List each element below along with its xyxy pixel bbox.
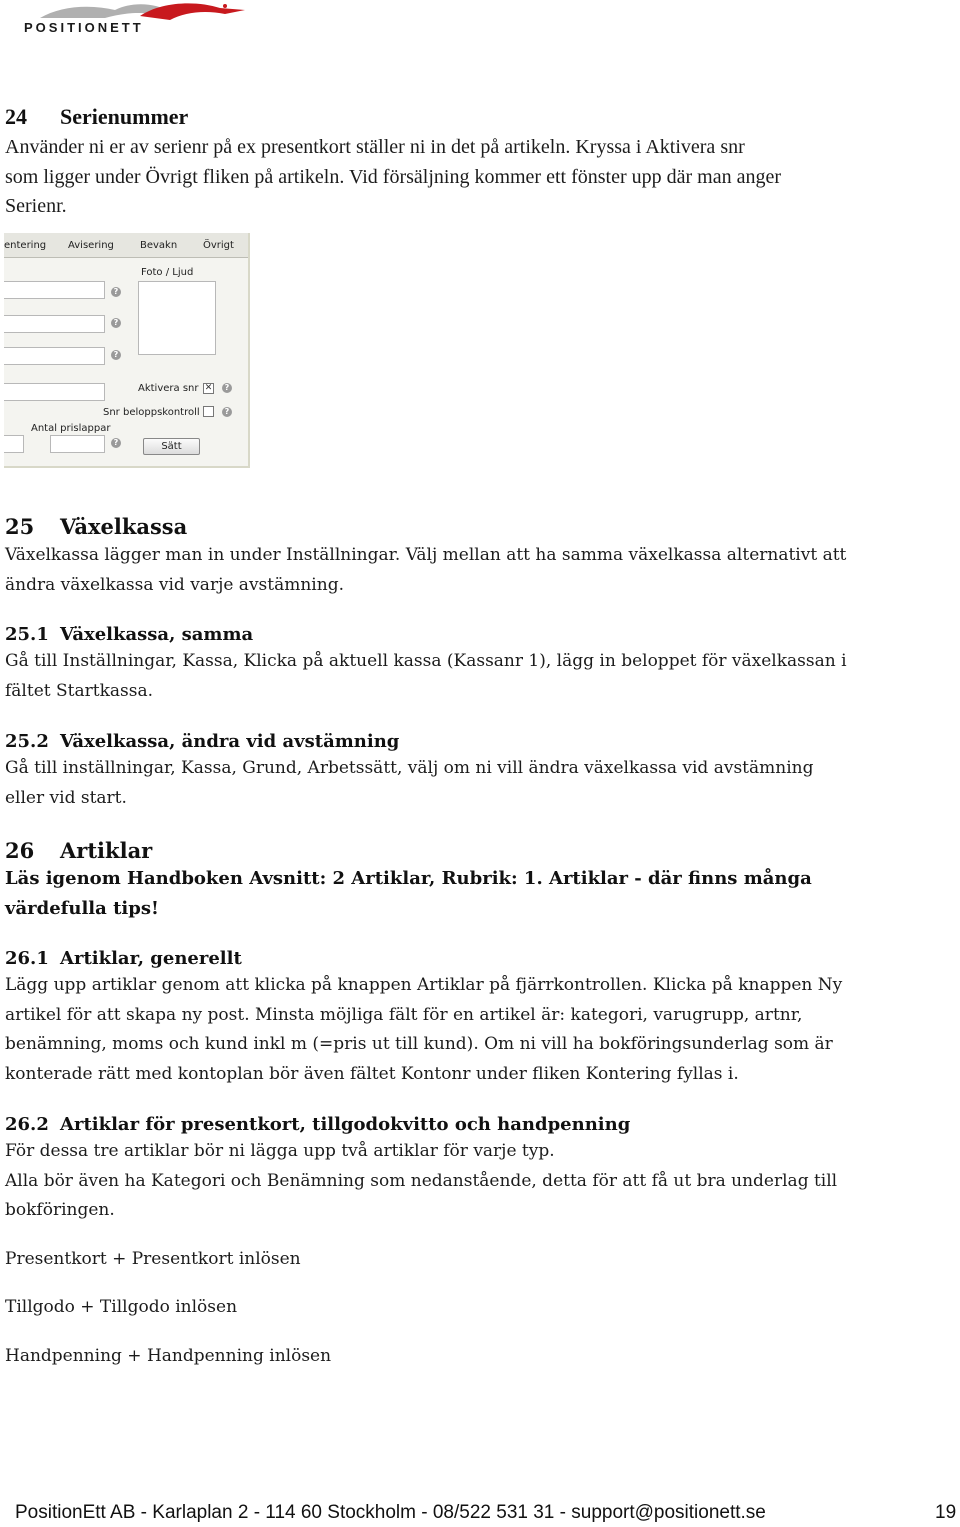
foto-ljud-label: Foto / Ljud [141,267,194,278]
paragraph-line: Gå till inställningar, Kassa, Grund, Arbetssätt, välj om ni vill ändra växelkassa vid avstämning [5,758,814,778]
list-item: Handpenning + Handpenning inlösen [5,1345,332,1366]
section-title: Artiklar för presentkort, tillgodokvitto och handpenning [60,1114,631,1135]
help-icon: ? [111,318,121,328]
list-item: Tillgodo + Tillgodo inlösen [5,1297,238,1317]
antal-prislappar-label: Antal prislappar [31,423,111,434]
list-item: Presentkort + Presentkort inlösen [5,1248,301,1269]
prislappar-field [50,435,105,453]
satt-button: Sätt [143,438,200,455]
text-field [4,315,105,333]
text-field [4,435,24,453]
section-title: Serienummer [60,104,189,129]
section-number: 26 [5,838,35,863]
section-number: 24 [5,104,27,129]
paragraph-line: Använder ni er av serienr på ex presentkort ställer ni in det på artikeln. Kryssa i Aktivera snr [5,136,745,158]
tab-avisering: Avisering [68,240,114,251]
section-number: 25.1 [5,624,49,645]
section-title: Växelkassa, samma [60,624,254,645]
section-25-1 [5,624,905,706]
bold-paragraph-line: värdefulla tips! [5,897,159,919]
section-heading [5,514,905,539]
page-footer [15,1502,960,1524]
section-25-2 [5,731,905,813]
paragraph-line: Alla bör även ha Kategori och Benämning som nedanstående, detta för att få ut bra underlag till [5,1170,838,1191]
paragraph-line: För dessa tre artiklar bör ni lägga upp två artiklar för varje typ. [5,1141,555,1161]
help-icon: ? [222,383,232,393]
help-icon: ? [111,350,121,360]
tab-bevakn: Bevakn [140,240,178,251]
section-25 [5,514,905,600]
paragraph-line: fältet Startkassa. [5,680,153,701]
section-26-2 [5,1114,905,1371]
tab-kontering: entering [4,240,47,251]
section-26 [5,838,905,923]
section-heading [5,104,905,130]
aktivera-snr-checkbox: ✕ [204,383,213,393]
photo-box [138,281,216,355]
article-settings-screenshot [4,233,250,468]
help-icon: ? [111,438,121,448]
bold-paragraph-line: Läs igenom Handboken Avsnitt: 2 Artiklar, Rubrik: 1. Artiklar - där finns många [5,868,812,889]
paragraph-line: ändra växelkassa vid varje avstämning. [5,574,344,595]
text-field [4,281,105,299]
section-title: Växelkassa, ändra vid avstämning [60,731,400,752]
section-26-1 [5,948,905,1089]
paragraph-line: artikel för att skapa ny post. Minsta möjliga fält för en artikel är: kategori, varugrupp, artnr, [5,1004,803,1025]
positionett-logo [20,0,250,40]
section-number: 26.1 [5,948,49,969]
paragraph-line: Växelkassa lägger man in under Inställningar. Välj mellan att ha samma växelkassa alternativt att [5,545,847,565]
subsection-heading [5,1114,905,1135]
section-number: 26.2 [5,1114,49,1135]
section-number: 25 [5,514,35,539]
paragraph-line: eller vid start. [5,787,127,808]
logo-wordmark: POSITIONETT [24,20,144,35]
paragraph-line: Serienr. [5,195,67,217]
paragraph-line: bokföringen. [5,1200,115,1220]
snr-beloppskontroll-checkbox [203,406,214,417]
text-field [4,383,105,401]
section-title: Växelkassa [60,514,188,539]
snr-beloppskontroll-label: Snr beloppskontroll [103,407,200,418]
page-number: 19 [935,1502,957,1523]
footer-contact: PositionEtt AB - Karlaplan 2 - 114 60 Stockholm - 08/522 531 31 - support@positionett.se [15,1502,766,1523]
help-icon: ? [222,407,232,417]
section-title: Artiklar [60,838,153,863]
paragraph-line: benämning, moms och kund inkl m (=pris ut till kund). Om ni vill ha bokföringsunderlag som är [5,1034,833,1054]
aktivera-snr-label: Aktivera snr [138,383,199,394]
section-title: Artiklar, generellt [60,948,242,969]
paragraph-line: Lägg upp artiklar genom att klicka på knappen Artiklar på fjärrkontrollen. Klicka på knappen Ny [5,975,843,995]
subsection-heading [5,731,905,752]
tab-bar [4,233,248,258]
help-icon: ? [111,287,121,297]
section-24 [5,104,905,222]
tab-ovrigt: Övrigt [203,240,234,251]
paragraph-line: konterade rätt med kontoplan bör även fältet Kontonr under fliken Kontering fyllas i. [5,1063,739,1084]
section-number: 25.2 [5,731,49,752]
paragraph-line: som ligger under Övrigt fliken på artikeln. Vid försäljning kommer ett fönster upp där man anger [5,165,782,188]
subsection-heading [5,948,905,969]
paragraph-line: Gå till Inställningar, Kassa, Klicka på aktuell kassa (Kassanr 1), lägg in beloppet för växelkassan i [5,651,847,671]
text-field [4,347,105,365]
subsection-heading [5,624,905,645]
section-heading [5,838,905,863]
